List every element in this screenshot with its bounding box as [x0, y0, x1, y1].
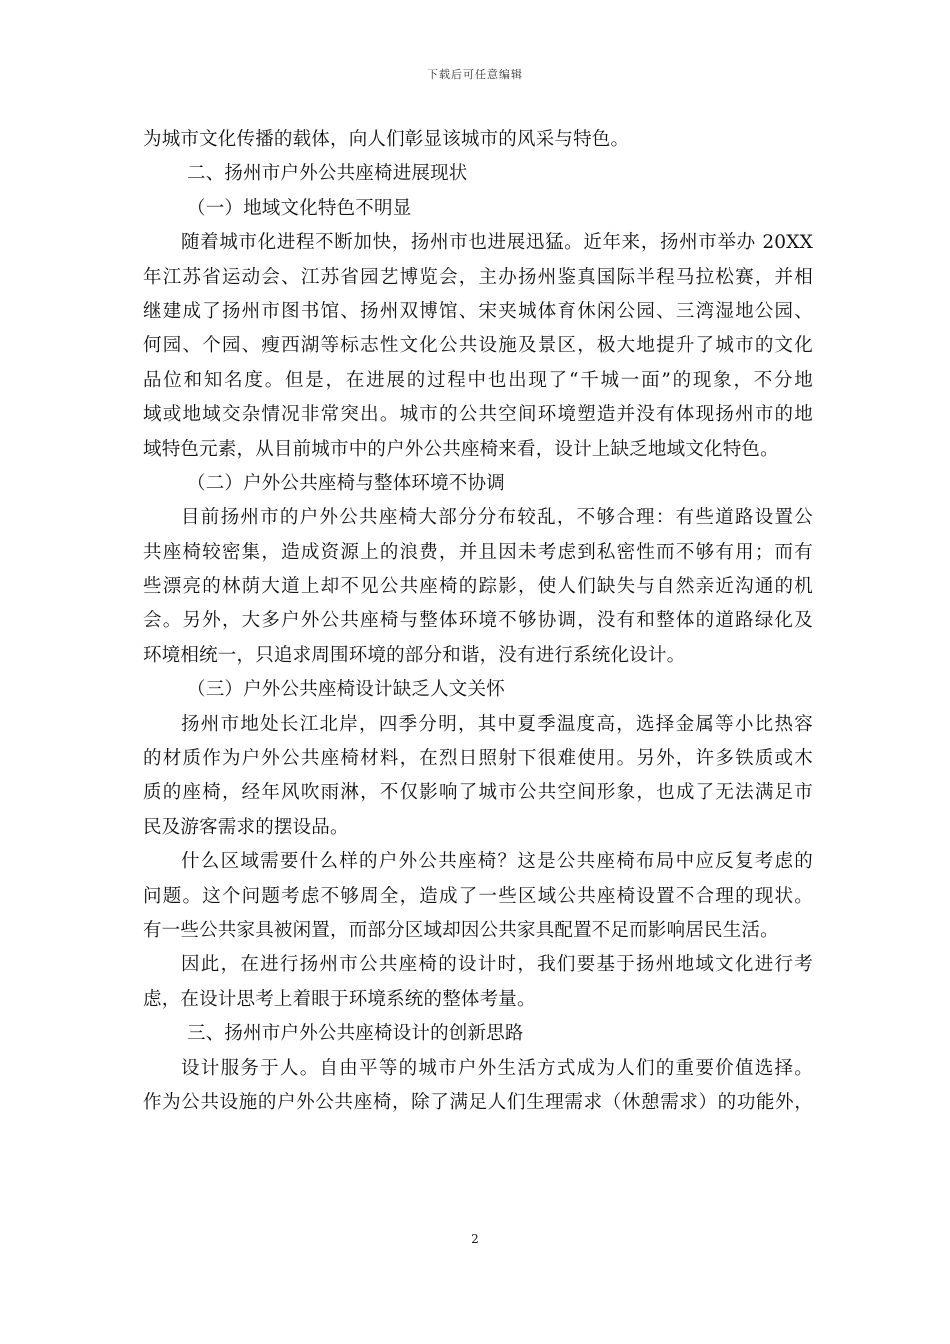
section-heading: 三、扬州市户外公共座椅设计的创新思路 — [187, 1023, 524, 1045]
text-line: 继建成了扬州市图书馆、扬州双博馆、宋夹城体育休闲公园、三湾湿地公园、 — [143, 300, 813, 322]
text-line: 域或地域交杂情况非常突出。城市的公共空间环境塑造并没有体现扬州市的地 — [143, 404, 813, 426]
text-line: 域特色元素，从目前城市中的户外公共座椅来看，设计上缺乏地域文化特色。 — [143, 438, 779, 460]
text-line: 设计服务于人。自由平等的城市户外生活方式成为人们的重要价值选择。 — [181, 1057, 813, 1079]
subsection-heading: （三）户外公共座椅设计缺乏人文关怀 — [187, 679, 505, 701]
text-line: 品位和知名度。但是，在进展的过程中也出现了“千城一面”的现象，不分地 — [143, 369, 813, 391]
text-line: 随着城市化进程不断加快，扬州市也进展迅猛。近年来，扬州市举办 20XX — [181, 232, 813, 254]
subsection-heading: （二）户外公共座椅与整体环境不协调 — [187, 472, 505, 494]
text-line: 共座椅较密集，造成资源上的浪费，并且因未考虑到私密性而不够有用；而有 — [143, 541, 813, 563]
text-line: 因此，在进行扬州市公共座椅的设计时，我们要基于扬州地域文化进行考 — [181, 954, 813, 976]
text-line: 质的座椅，经年风吹雨淋，不仅影响了城市公共空间形象，也成了无法满足市 — [143, 782, 813, 804]
text-line: 年江苏省运动会、江苏省园艺博览会，主办扬州鉴真国际半程马拉松赛，并相 — [143, 266, 813, 288]
text-line: 扬州市地处长江北岸，四季分明，其中夏季温度高，选择金属等小比热容 — [181, 713, 813, 735]
document-body — [143, 123, 813, 1120]
section-heading: 二、扬州市户外公共座椅进展现状 — [187, 163, 468, 185]
text-line: 民及游客需求的摆设品。 — [143, 816, 349, 838]
text-line: 为城市文化传播的载体，向人们彰显该城市的风采与特色。 — [143, 129, 630, 150]
page-header: 下载后可任意编辑 — [427, 68, 523, 81]
subsection-heading: （一）地域文化特色不明显 — [187, 197, 412, 219]
text-line: 有一些公共家具被闲置，而部分区域却因公共家具配置不足而影响居民生活。 — [143, 919, 779, 941]
page-number: 2 — [471, 1232, 479, 1246]
text-line: 虑，在设计思考上着眼于环境系统的整体考量。 — [143, 988, 536, 1010]
text-line: 作为公共设施的户外公共座椅，除了满足人们生理需求（休憩需求）的功能外， — [143, 1091, 813, 1113]
text-line: 目前扬州市的户外公共座椅大部分分布较乱，不够合理：有些道路设置公 — [181, 507, 813, 529]
text-line: 何园、个园、瘦西湖等标志性文化公共设施及景区，极大地提升了城市的文化 — [143, 335, 813, 357]
text-line: 的材质作为户外公共座椅材料，在烈日照射下很难使用。另外，许多铁质或木 — [143, 748, 813, 770]
text-line: 些漂亮的林荫大道上却不见公共座椅的踪影，使人们缺失与自然亲近沟通的机 — [143, 576, 813, 598]
text-line: 会。另外，大多户外公共座椅与整体环境不够协调，没有和整体的道路绿化及 — [143, 610, 813, 632]
text-line: 问题。这个问题考虑不够周全，造成了一些区域公共座椅设置不合理的现状。 — [143, 885, 813, 907]
text-line: 什么区域需要什么样的户外公共座椅？这是公共座椅布局中应反复考虑的 — [181, 851, 813, 873]
text-line: 环境相统一，只追求周围环境的部分和谐，没有进行系统化设计。 — [143, 644, 686, 666]
